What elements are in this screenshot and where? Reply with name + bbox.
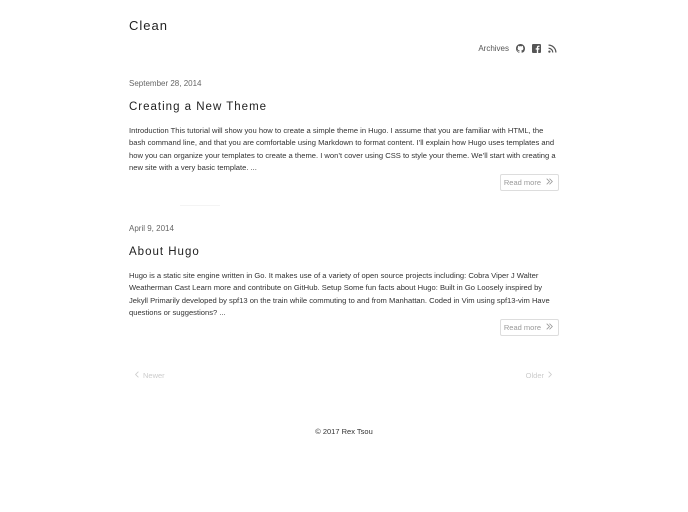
site-title[interactable]: Clean: [129, 18, 168, 33]
footer-copyright: © 2017 Rex Tsou: [315, 427, 373, 436]
newer-label: Newer: [143, 371, 165, 380]
chevron-right-icon: [547, 371, 553, 380]
read-more-button[interactable]: [500, 319, 559, 336]
chevron-left-icon: [134, 371, 140, 380]
facebook-icon[interactable]: [532, 44, 541, 53]
post-divider: [180, 205, 220, 206]
post-date: September 28, 2014: [129, 79, 202, 88]
post-summary: Hugo is a static site engine written in Go. It makes use of a variety of open source projects including: Cobra Viper J Walter Weatherman Cast Learn more and contribute on GitHub. Setup Some fun facts about Hugo: Built in Go Loosely inspired by Jekyll Primarily developed by spf13 on the train while commuting to and from Manhattan. Coded in Vim using spf13-vim Have questions or suggestions? ...: [129, 271, 550, 317]
pagination-older[interactable]: [526, 371, 553, 380]
read-more-label: Read more: [503, 178, 541, 187]
read-more-button[interactable]: [500, 174, 559, 191]
pagination-newer[interactable]: [134, 371, 165, 380]
top-nav: [478, 42, 557, 54]
post-date: April 9, 2014: [129, 224, 174, 233]
double-chevron-right-icon: [546, 178, 553, 187]
github-icon[interactable]: [516, 44, 525, 53]
read-more-label: Read more: [503, 323, 541, 332]
post-title-link[interactable]: Creating a New Theme: [129, 101, 268, 113]
post-summary: Introduction This tutorial will show you how to create a simple theme in Hugo. I assume that you are familiar with HTML, the bash command line, and that you are comfortable using Markdown to format content. I’ll explain how Hugo uses templates and how you can organize your templates to create a theme. I won’t cover using CSS to style your theme. We’ll start with creating a new site with a very basic template. ...: [129, 126, 556, 172]
post-title-link[interactable]: About Hugo: [129, 246, 200, 258]
nav-archives-link[interactable]: Archives: [478, 43, 509, 53]
double-chevron-right-icon: [546, 323, 553, 332]
rss-icon[interactable]: [548, 44, 557, 53]
older-label: Older: [525, 371, 544, 380]
post-item: [129, 79, 559, 187]
post-item: [129, 224, 559, 332]
